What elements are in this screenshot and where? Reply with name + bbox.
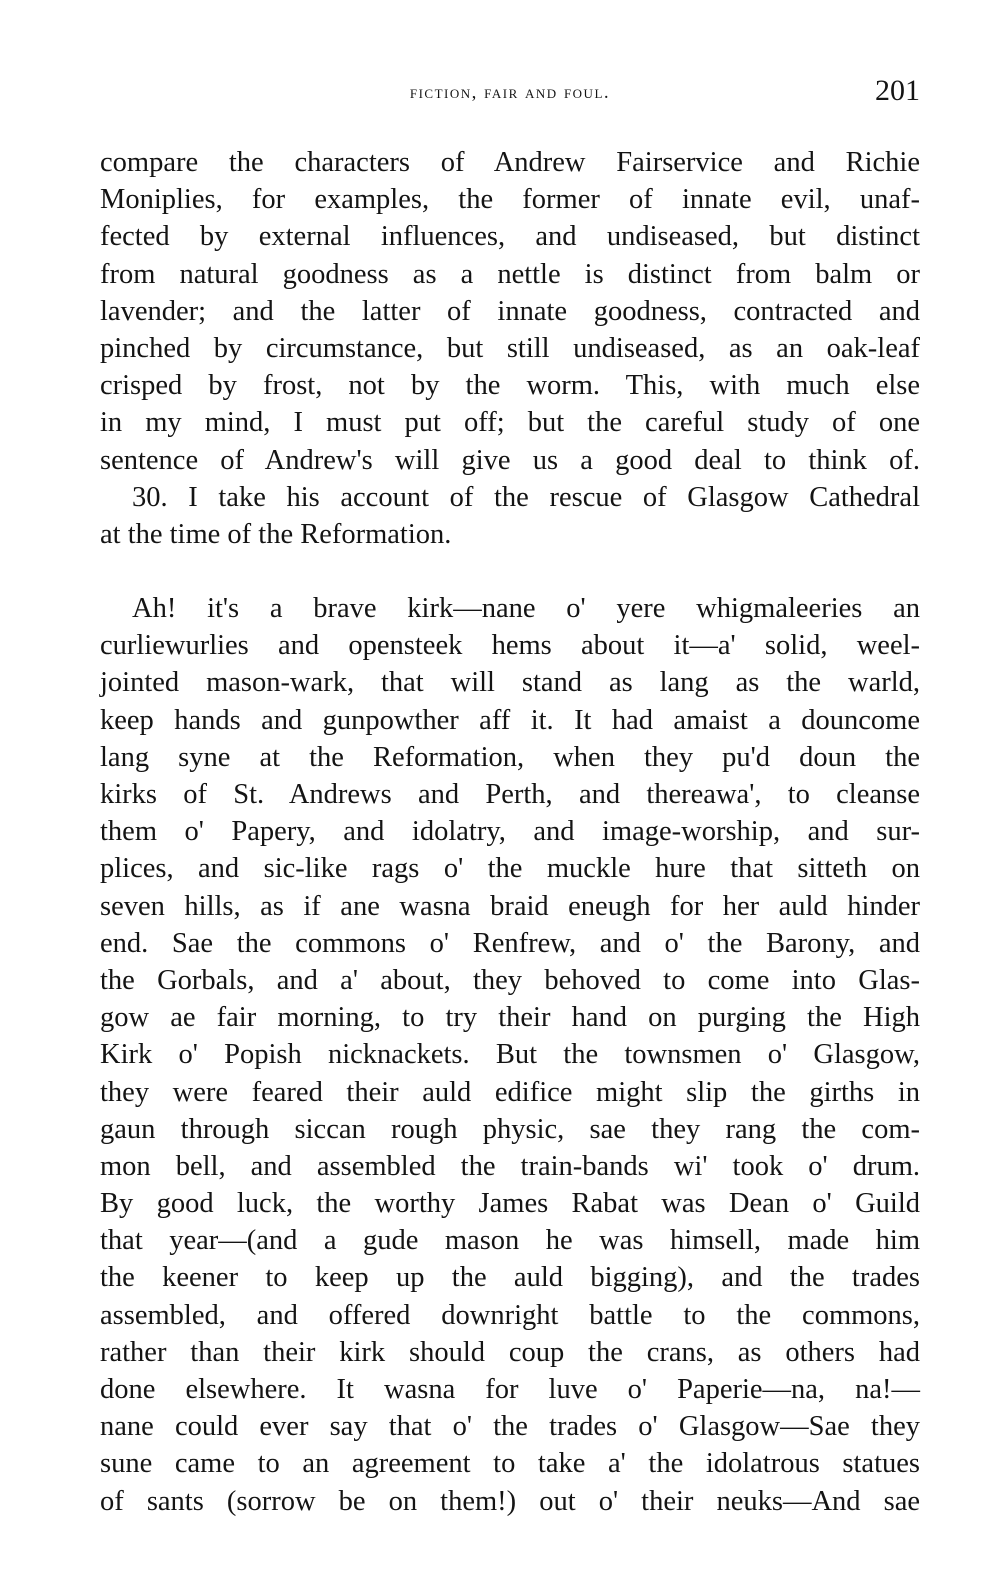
quote-line: sune came to an agreement to take a' the idolatrous statues bbox=[100, 1448, 920, 1480]
quote-line: the keener to keep up the auld bigging), and the trades bbox=[100, 1262, 920, 1294]
quote-line: the Gorbals, and a' about, they behoved to come into Glas- bbox=[100, 964, 920, 996]
quote-line: that year—(and a gude mason he was himsell, made him bbox=[100, 1225, 920, 1257]
text-line: in my mind, I must put off; but the careful study of one bbox=[100, 407, 920, 439]
text-line: at the time of the Reformation. bbox=[100, 518, 452, 550]
paragraph-1 bbox=[100, 144, 920, 479]
quote-line: lang syne at the Reformation, when they pu'd doun the bbox=[100, 741, 920, 773]
text-line: Moniplies, for examples, the former of innate evil, unaf- bbox=[100, 184, 920, 216]
quote-line: mon bell, and assembled the train-bands wi' took o' drum. bbox=[100, 1150, 920, 1182]
running-head bbox=[100, 74, 920, 114]
text-line: pinched by circumstance, but still undiseased, as an oak-leaf bbox=[100, 332, 920, 364]
text-line: 30. I take his account of the rescue of Glasgow Cathedral bbox=[132, 481, 920, 513]
quote-line: gaun through siccan rough physic, sae they rang the com- bbox=[100, 1113, 920, 1145]
block-quotation bbox=[100, 590, 920, 1520]
quote-line: Kirk o' Popish nicknackets. But the townsmen o' Glasgow, bbox=[100, 1039, 920, 1071]
running-title: fiction, fair and foul. bbox=[409, 82, 611, 103]
quote-line: assembled, and offered downright battle to the commons, bbox=[100, 1299, 920, 1331]
quote-line: keep hands and gunpowther aff it. It had amaist a douncome bbox=[100, 704, 920, 736]
paragraph-30 bbox=[100, 479, 920, 553]
text-line: crisped by frost, not by the worm. This, with much else bbox=[100, 370, 920, 402]
quote-line: curliewurlies and opensteek hems about it—a' solid, weel- bbox=[100, 630, 920, 662]
quote-line: jointed mason-wark, that will stand as lang as the warld, bbox=[100, 667, 920, 699]
quote-line: seven hills, as if ane wasna braid eneugh for her auld hinder bbox=[100, 890, 920, 922]
text-line: lavender; and the latter of innate goodness, contracted and bbox=[100, 295, 920, 327]
quote-line: plices, and sic-like rags o' the muckle hure that sitteth on bbox=[100, 853, 920, 885]
quote-line: end. Sae the commons o' Renfrew, and o' the Barony, and bbox=[100, 927, 920, 959]
page-number: 201 bbox=[875, 74, 920, 107]
quote-line: of sants (sorrow be on them!) out o' their neuks—And sae bbox=[100, 1485, 920, 1517]
quote-line: them o' Papery, and idolatry, and image-worship, and sur- bbox=[100, 816, 920, 848]
text-line: fected by external influences, and undiseased, but distinct bbox=[100, 221, 920, 253]
text-line: sentence of Andrew's will give us a good deal to think of. bbox=[100, 444, 920, 476]
quote-line: kirks of St. Andrews and Perth, and thereawa', to cleanse bbox=[100, 779, 920, 810]
quote-line: they were feared their auld edifice might slip the girths in bbox=[100, 1076, 920, 1108]
quote-line: done elsewhere. It wasna for luve o' Paperie—na, na!— bbox=[100, 1374, 920, 1405]
text-line: compare the characters of Andrew Fairservice and Richie bbox=[100, 147, 920, 178]
quote-line: rather than their kirk should coup the crans, as others had bbox=[100, 1336, 920, 1368]
body-text bbox=[100, 144, 920, 1520]
text-line: from natural goodness as a nettle is distinct from balm or bbox=[100, 258, 920, 290]
quote-line: Ah! it's a brave kirk—nane o' yere whigmaleeries an bbox=[132, 593, 920, 625]
quote-line: gow ae fair morning, to try their hand on purging the High bbox=[100, 1002, 920, 1034]
quote-line: By good luck, the worthy James Rabat was Dean o' Guild bbox=[100, 1188, 920, 1220]
quote-line: nane could ever say that o' the trades o' Glasgow—Sae they bbox=[100, 1411, 920, 1443]
